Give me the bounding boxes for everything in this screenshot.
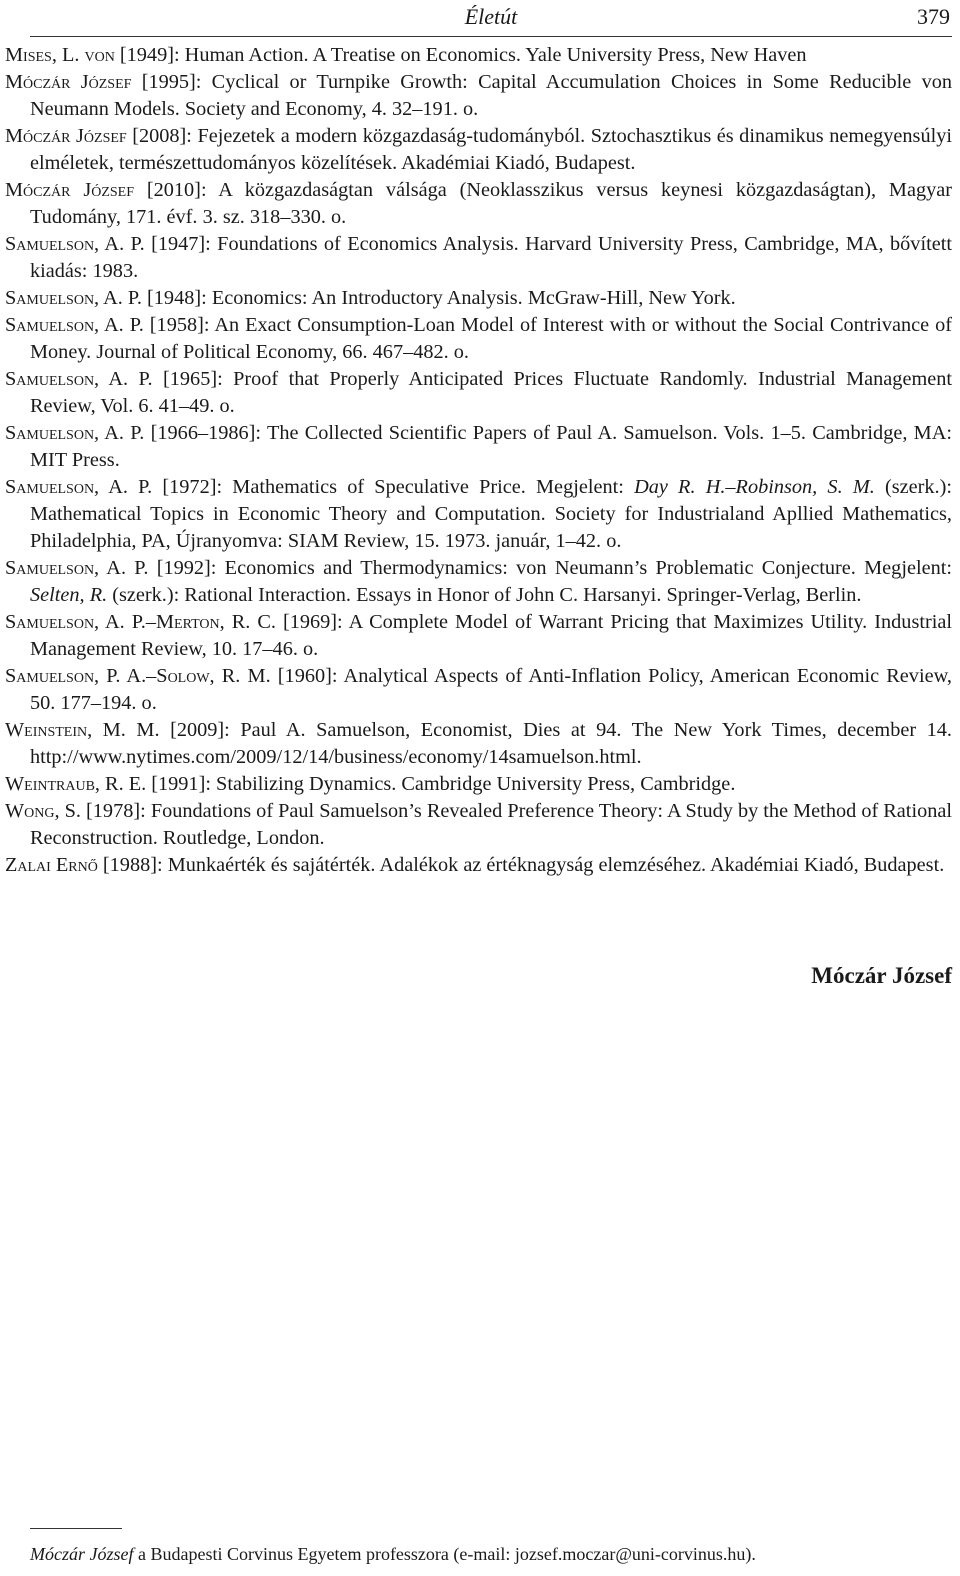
reference-author: Samuelson, A. P.–Merton, R. C. — [5, 611, 276, 633]
reference-entry — [5, 231, 952, 285]
reference-entry — [5, 285, 952, 312]
reference-author: Móczár József — [5, 125, 127, 147]
running-title: Életút — [464, 4, 518, 29]
running-header — [30, 2, 952, 37]
footnote-rule — [30, 1528, 122, 1529]
reference-entry — [5, 69, 952, 123]
reference-text: [1948]: Economics: An Introductory Analysis. McGraw-Hill, New York. — [141, 287, 736, 309]
reference-entry — [5, 474, 952, 555]
reference-entry — [5, 123, 952, 177]
reference-text: [2009]: Paul A. Samuelson, Economist, Dies at 94. The New York Times, december 14. http://www.nytimes.com/2009/12/14/business/economy/14samuelson.html. — [30, 719, 952, 768]
reference-text: [2010]: A közgazdaságtan válsága (Neoklasszikus versus keynesi közgazdaságtan), Magyar Tudomány, 171. évf. 3. sz. 318–330. o. — [30, 179, 952, 228]
reference-author: Samuelson, A. P. — [5, 314, 144, 336]
reference-text: [1960]: Analytical Aspects of Anti-Inflation Policy, American Economic Review, 50. 177–194. o. — [30, 665, 952, 714]
reference-entry — [5, 555, 952, 609]
reference-text-continued: (szerk.): Mathematical Topics in Economic Theory and Computation. Society for Industrialand Apllied Mathematics, Philadelphia, PA, Újranyomva: SIAM Review, 15. 1973. január, 1–42. o. — [30, 476, 952, 552]
reference-text: [1966–1986]: The Collected Scientific Papers of Paul A. Samuelson. Vols. 1–5. Cambridge, MA: MIT Press. — [30, 422, 952, 471]
reference-text: [1958]: An Exact Consumption-Loan Model of Interest with or without the Social Contrivance of Money. Journal of Political Economy, 66. 467–482. o. — [30, 314, 953, 363]
page-number: 379 — [917, 4, 950, 29]
reference-text: [1947]: Foundations of Economics Analysis. Harvard University Press, Cambridge, MA, bővített kiadás: 1983. — [30, 233, 952, 282]
reference-entry — [5, 366, 952, 420]
footnote-text: a Budapesti Corvinus Egyetem professzora (e-mail: jozsef.moczar@uni-corvinus.hu). — [133, 1544, 756, 1564]
reference-author: Samuelson, A. P. — [5, 368, 153, 390]
reference-author: Weinstein, M. M. — [5, 719, 160, 741]
reference-author: Zalai Ernő — [5, 854, 98, 876]
reference-author: Samuelson, A. P. — [5, 422, 145, 444]
reference-text: [1978]: Foundations of Paul Samuelson’s Revealed Preference Theory: A Study by the Method of Rational Reconstruction. Routledge, London. — [30, 800, 952, 849]
reference-entry — [5, 609, 952, 663]
reference-entry — [5, 420, 952, 474]
reference-entry — [5, 852, 952, 879]
reference-text: [1995]: Cyclical or Turnpike Growth: Capital Accumulation Choices in Some Reducible von Neumann Models. Society and Economy, 4. 32–191. o. — [30, 71, 952, 120]
reference-text: [2008]: Fejezetek a modern közgazdaság-tudományból. Sztochasztikus és dinamikus nemegyensúlyi elméletek, természettudományos közelítések. Akadémiai Kiadó, Budapest. — [30, 125, 952, 174]
reference-editor: Selten, R. — [30, 584, 108, 606]
reference-author: Samuelson, A. P. — [5, 233, 145, 255]
reference-author: Samuelson, P. A.–Solow, R. M. — [5, 665, 271, 687]
reference-editor: Day R. H.–Robinson, S. M. — [634, 476, 875, 498]
footnote — [30, 1544, 756, 1565]
reference-author: Móczár József — [5, 71, 132, 93]
reference-author: Móczár József — [5, 179, 135, 201]
footnote-author-name: Móczár József — [30, 1544, 134, 1564]
reference-text: [1991]: Stabilizing Dynamics. Cambridge University Press, Cambridge. — [146, 773, 736, 795]
reference-text: [1988]: Munkaérték és sajátérték. Adalékok az értéknagyság elemzéséhez. Akadémiai Kiadó, Budapest. — [97, 854, 945, 876]
reference-entry — [5, 717, 952, 771]
reference-entry — [5, 42, 952, 69]
reference-author: Mises, L. von — [5, 44, 115, 66]
reference-text: [1965]: Proof that Properly Anticipated Prices Fluctuate Randomly. Industrial Management Review, Vol. 6. 41–49. o. — [30, 368, 952, 417]
reference-entry — [5, 312, 952, 366]
reference-text-continued: (szerk.): Rational Interaction. Essays in Honor of John C. Harsanyi. Springer-Verlag, Berlin. — [107, 584, 862, 606]
reference-entry — [5, 663, 952, 717]
reference-entry — [5, 177, 952, 231]
reference-entry — [5, 798, 952, 852]
reference-text: [1969]: A Complete Model of Warrant Pricing that Maximizes Utility. Industrial Management Review, 10. 17–46. o. — [30, 611, 952, 660]
reference-list — [5, 42, 952, 879]
reference-text: [1992]: Economics and Thermodynamics: von Neumann’s Problematic Conjecture. Megjelent: — [148, 557, 953, 579]
reference-author: Weintraub, R. E. — [5, 773, 147, 795]
author-signature: Móczár József — [811, 963, 952, 988]
reference-entry — [5, 771, 952, 798]
reference-text: [1949]: Human Action. A Treatise on Economics. Yale University Press, New Haven — [114, 44, 807, 66]
reference-text: [1972]: Mathematics of Speculative Price. Megjelent: — [152, 476, 635, 498]
reference-author: Samuelson, A. P. — [5, 476, 153, 498]
reference-author: Samuelson, A. P. — [5, 287, 142, 309]
reference-author: Wong, S. — [5, 800, 81, 822]
reference-author: Samuelson, A. P. — [5, 557, 149, 579]
